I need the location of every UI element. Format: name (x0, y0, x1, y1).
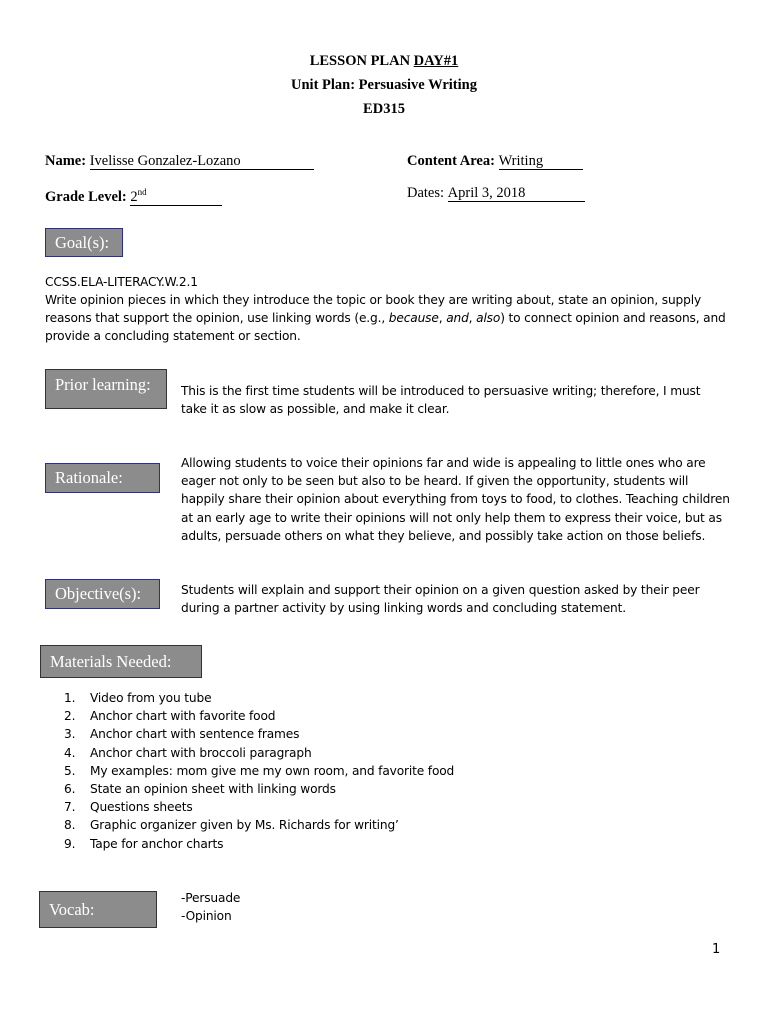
name-field (45, 153, 314, 170)
materials-item-text: My examples: mom give me my own room, and favorite food (90, 763, 455, 778)
materials-item-text: Anchor chart with favorite food (90, 709, 276, 724)
lesson-plan-title-prefix: LESSON PLAN (309, 53, 414, 69)
materials-item-text: Questions sheets (90, 800, 193, 815)
lesson-plan-title (0, 53, 768, 70)
materials-item-number: 1. (64, 691, 76, 705)
name-value: Ivelisse Gonzalez-Lozano (90, 154, 314, 170)
grade-level-field (45, 185, 222, 206)
materials-item-number: 3. (64, 727, 76, 742)
goals-standard: CCSS.ELA-LITERACY.W.2.1 (45, 275, 198, 289)
lesson-plan-day: DAY#1 (413, 53, 459, 69)
materials-list-item (64, 762, 454, 780)
materials-list-item (64, 725, 454, 743)
page-number: 1 (712, 942, 721, 957)
prior-learning-text: This is the first time students will be introduced to persuasive writing; therefore, I must take it as slow as possible, and make it clear. (181, 384, 701, 417)
materials-list (64, 689, 454, 853)
materials-item-number: 9. (64, 836, 76, 851)
vocab-list (181, 889, 381, 925)
name-label: Name: (45, 153, 87, 169)
materials-item-number: 6. (64, 782, 76, 797)
grade-level-label: Grade Level: (45, 188, 127, 205)
course-code: ED315 (363, 101, 405, 117)
dates-value: April 3, 2018 (448, 186, 585, 202)
goals-label-box: Goal(s): (45, 228, 123, 257)
dates-field (407, 185, 585, 202)
objectives-label-box: Objective(s): (45, 579, 160, 609)
materials-list-item (64, 816, 454, 834)
materials-item-text: Anchor chart with broccoli paragraph (90, 745, 312, 760)
materials-item-number: 4. (64, 745, 76, 760)
dates-label: Dates: (407, 185, 445, 201)
materials-list-item (64, 744, 454, 762)
materials-item-number: 2. (64, 709, 76, 724)
vocab-item: -Persuade (181, 891, 241, 905)
materials-item-text: Graphic organizer given by Ms. Richards for writing’ (90, 818, 399, 833)
materials-label-box: Materials Needed: (40, 645, 202, 678)
grade-level-value: 2nd (130, 185, 222, 206)
unit-plan-title: Unit Plan: Persuasive Writing (291, 77, 477, 93)
materials-item-text: Anchor chart with sentence frames (90, 727, 300, 742)
materials-list-item (64, 835, 454, 853)
materials-list-item (64, 707, 454, 725)
content-area-label: Content Area: (407, 153, 495, 169)
goals-text: Write opinion pieces in which they introduce the topic or book they are writing about, state an opinion, supply reasons that support the opinion, use linking words (e.g., because, and, also) to connect opinion and reasons, and provide a concluding statement or section. (45, 293, 726, 344)
content-area-value: Writing (499, 154, 583, 170)
vocab-label-box: Vocab: (39, 891, 157, 928)
objectives-text: Students will explain and support their opinion on a given question asked by their peer during a partner activity by using linking words and concluding statement. (181, 583, 700, 616)
vocab-item: -Opinion (181, 909, 232, 924)
content-area-field (407, 153, 583, 170)
materials-item-number: 8. (64, 818, 76, 833)
materials-item-number: 5. (64, 763, 76, 778)
materials-item-text: Tape for anchor charts (90, 836, 224, 851)
materials-list-item (64, 798, 454, 816)
rationale-text: Allowing students to voice their opinions far and wide is appealing to little ones who are eager not only to be seen but also to be heard. If given the opportunity, students will happily share their opinion about everything from toys to food, to clothes. Teaching children at an early age to write their opinions will not only help them to express their voice, but as adults, persuade others on what they believe, and possibly take action on those beliefs. (181, 456, 730, 543)
materials-item-number: 7. (64, 800, 76, 815)
materials-item-text: State an opinion sheet with linking words (90, 782, 336, 797)
materials-item-text: Video from you tube (90, 691, 212, 705)
materials-list-item (64, 780, 454, 798)
prior-learning-label-box: Prior learning: (45, 369, 167, 409)
rationale-label-box: Rationale: (45, 463, 160, 493)
materials-list-item (64, 689, 454, 707)
